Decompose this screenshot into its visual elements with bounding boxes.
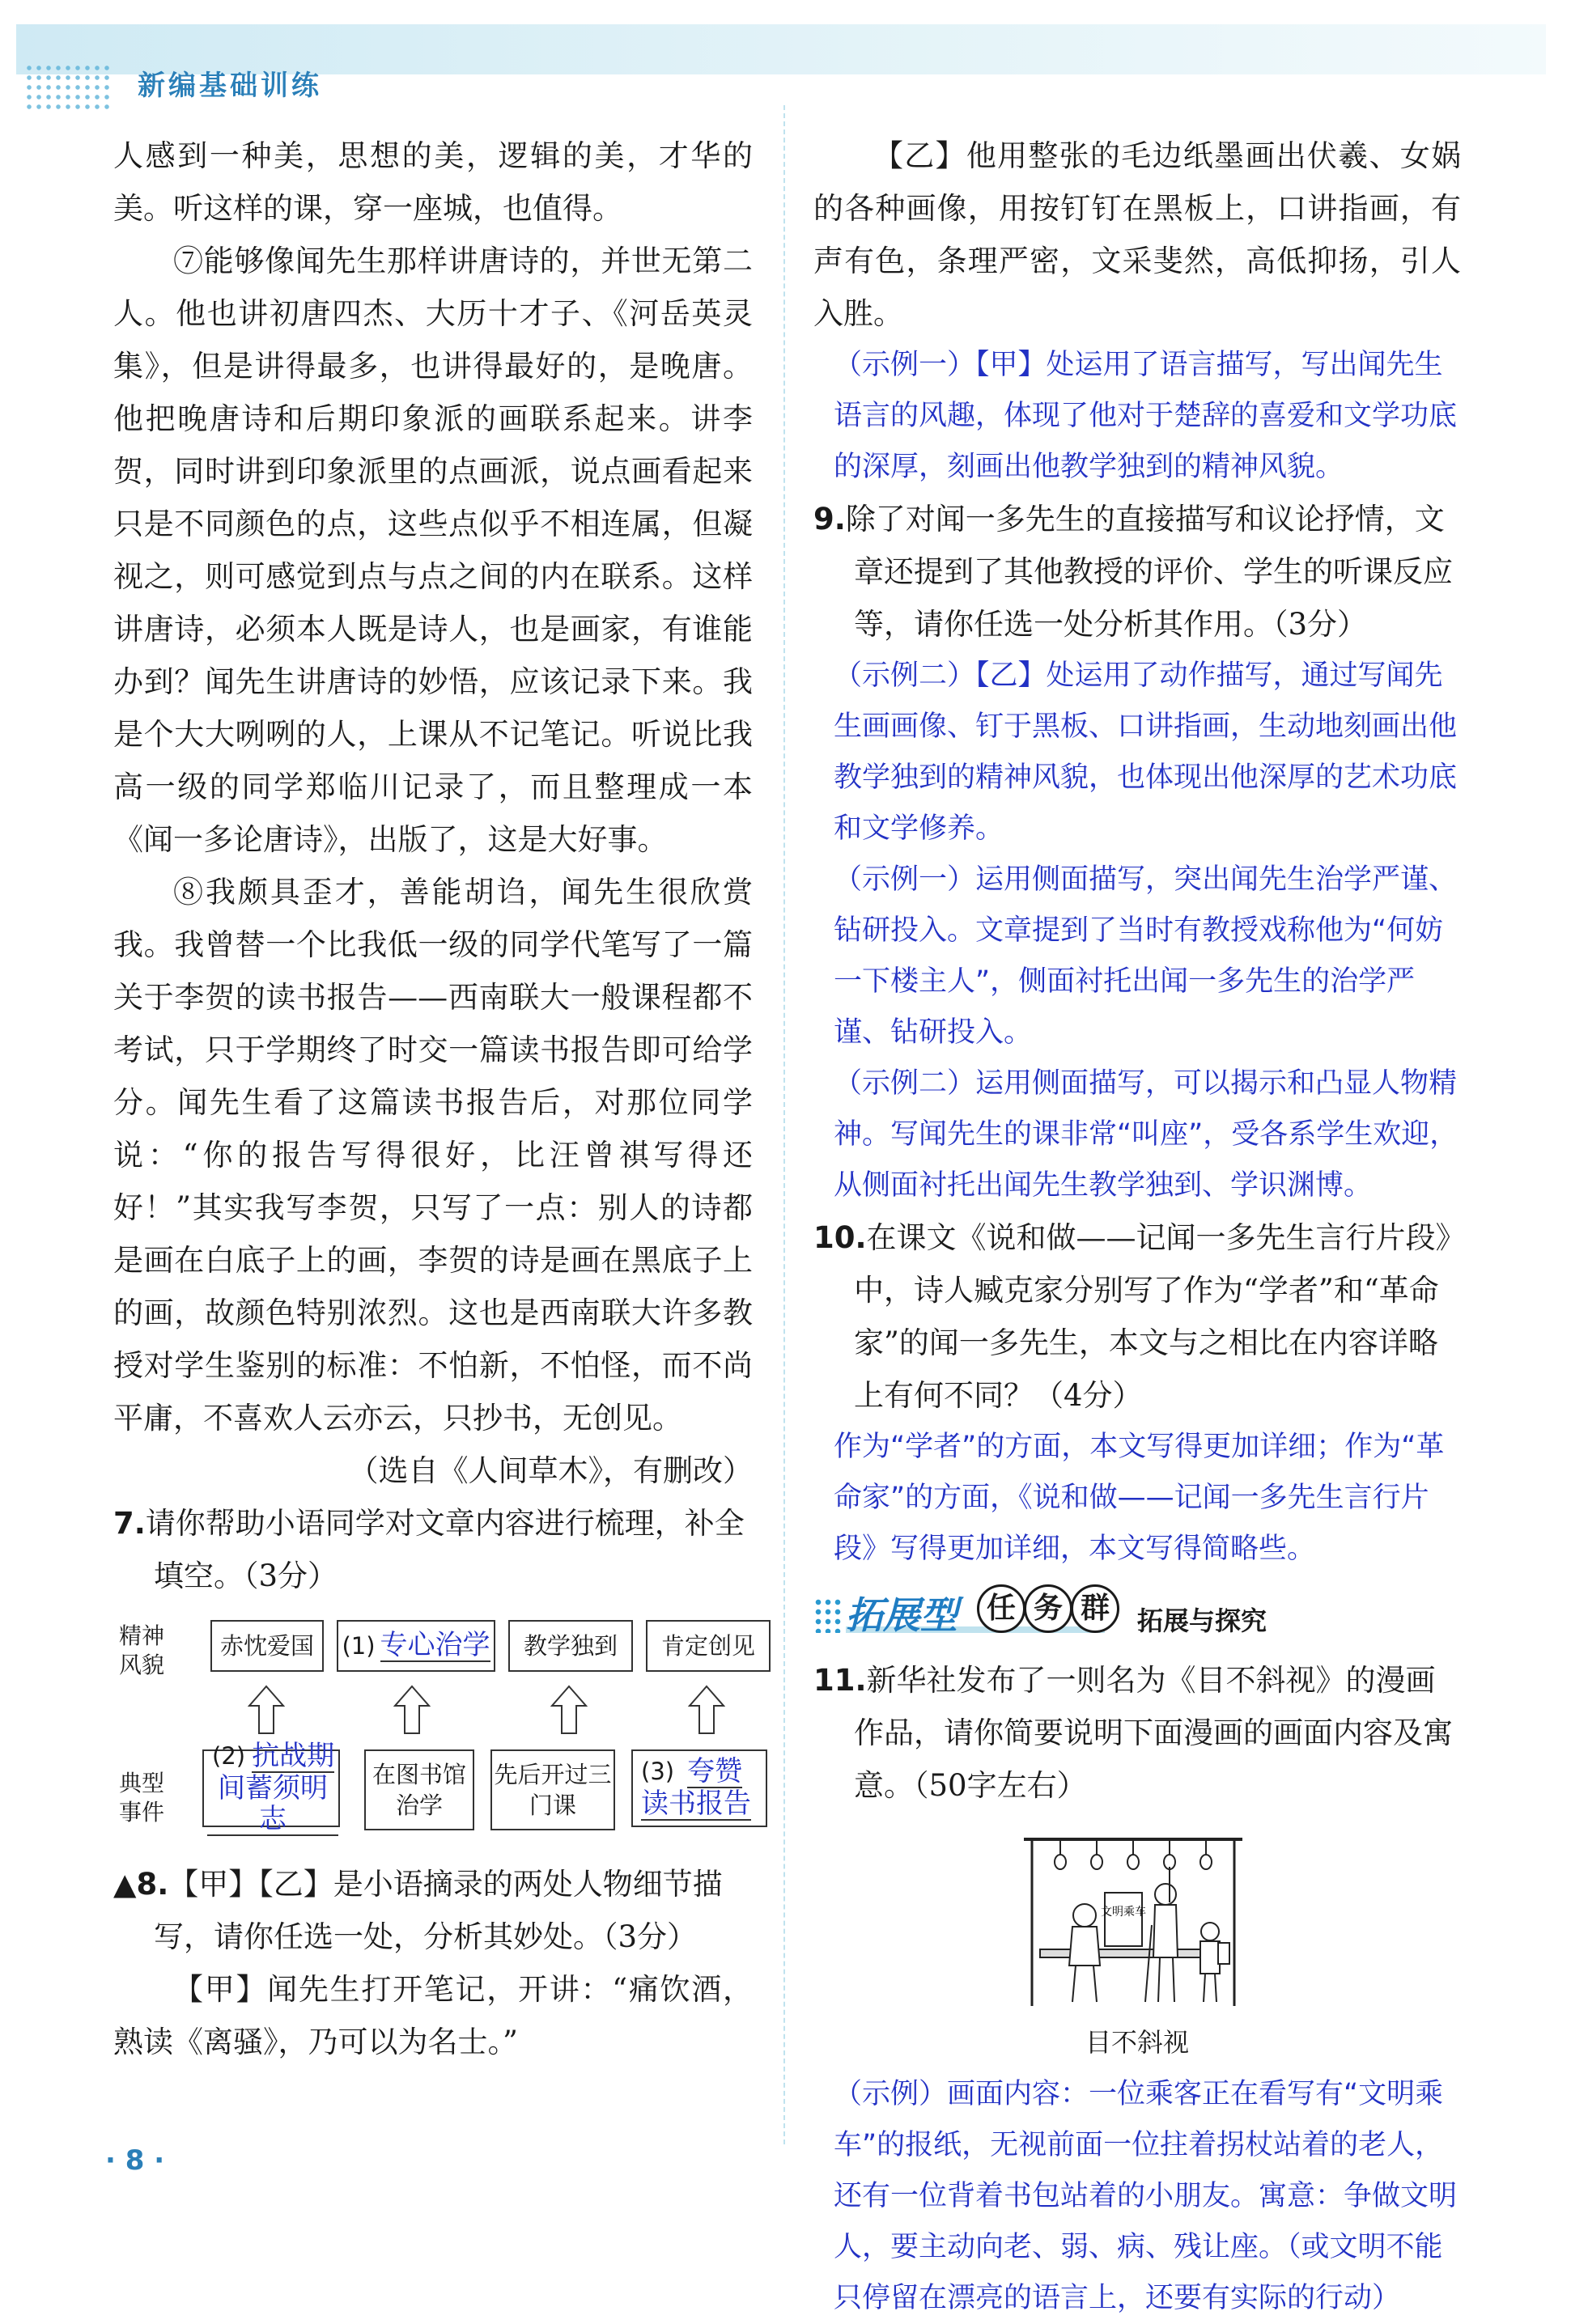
up-arrow-icon: [688, 1685, 725, 1735]
blank-2-number: (2): [212, 1742, 246, 1770]
blank-2-answer-line1: 抗战期: [252, 1740, 335, 1772]
answer-9-example-1: （示例一）运用侧面描写，突出闻先生治学严谨、钻研投入。文章提到了当时有教授戏称他为“何妨一下楼主人”，侧面衬托出闻一多先生的治学严谨、钻研投入。: [834, 863, 1458, 1049]
blank-1-answer: 专心治学: [380, 1629, 490, 1661]
up-arrow-icon: [550, 1685, 588, 1735]
banner-title: 拓展型: [846, 1593, 957, 1637]
right-column: [813, 129, 1461, 2324]
banner-circle-wu: 务: [1024, 1584, 1072, 1633]
question-10-number: 10.: [813, 1220, 867, 1255]
blank-1-number: (1): [342, 1632, 376, 1660]
paragraph-continued: 人感到一种美，思想的美，逻辑的美，才华的美。听这样的课，穿一座城，也值得。: [113, 138, 753, 226]
question-8: [113, 1858, 753, 1963]
spirit-box-teaching: 教学独到: [508, 1620, 633, 1672]
answer-8-example-2: （示例二）【乙】处运用了动作描写，通过写闻先生画画像、钉于黑板、口讲指画，生动地刻画出他教学独到的精神风貌，也体现出他深厚的艺术功底和文学修养。: [834, 659, 1458, 845]
comic-sign-text: 文明乘车: [1101, 1906, 1146, 1919]
row-label-spirit: 精神风貌: [118, 1622, 164, 1678]
event-box-blank-3: [631, 1749, 767, 1827]
event-box-courses: 先后开过三门课: [490, 1749, 615, 1830]
spirit-box-innovation: 肯定创见: [646, 1620, 771, 1672]
question-9: [813, 493, 1461, 651]
question-7-number: 7.: [113, 1506, 146, 1541]
question-7: [113, 1497, 753, 1602]
excerpt-jia: 【甲】闻先生打开笔记，开讲：“痛饮酒，熟读《离骚》，乃可以为名士。”: [113, 1972, 753, 2059]
question-10-text: 在课文《说和做——记闻一多先生言行片段》中，诗人臧克家分别写了作为“学者”和“革命家”的闻一多先生，本文与之相比在内容详略上有何不同？（4分）: [854, 1220, 1451, 1413]
paragraph-8: ⑧我颇具歪才，善能胡诌，闻先生很欣赏我。我曾替一个比我低一级的同学代笔写了一篇关于李贺的读书报告——西南联大一般课程都不考试，只于学期终了时交一篇读书报告即可给学分。闻先生看了这篇读书报告后，对那位同学说：“你的报告写得很好，比汪曾祺写得还好！”其实我写李贺，只写了一点：别人的诗都是画在白底子上的画，李贺的诗是画在黑底子上的画，故颜色特别浓烈。这也是西南联大许多教授对学生鉴别的标准：不怕新，不怕怪，而不尚平庸，不喜欢人云亦云，只抄书，无创见。: [113, 875, 753, 1436]
structure-diagram: [113, 1610, 761, 1853]
comic-caption: 目不斜视: [1085, 2027, 1189, 2058]
excerpt-yi: 【乙】他用整张的毛边纸墨画出伏羲、女娲的各种画像，用按钉钉在黑板上，口讲指画，有声有色，条理严密，文采斐然，高低抑扬，引人入胜。: [813, 138, 1461, 331]
question-11: [813, 1654, 1461, 1812]
page-header: [0, 0, 1571, 102]
source-citation: （选自《人间草木》，有删改）: [348, 1453, 753, 1488]
question-8-number: ▲8.: [113, 1867, 169, 1902]
spirit-box-patriotic: 赤忱爱国: [210, 1620, 324, 1672]
question-9-number: 9.: [813, 502, 846, 536]
banner-circle-qun: 群: [1071, 1584, 1119, 1633]
banner-circle-ren: 任: [977, 1584, 1025, 1633]
comic-drawing: [1016, 1828, 1250, 2022]
question-7-text: 请你帮助小语同学对文章内容进行梳理，补全填空。（3分）: [145, 1506, 745, 1593]
answer-9-example-2: （示例二）运用侧面描写，可以揭示和凸显人物精神。写闻先生的课非常“叫座”，受各系学生欢迎，从侧面衬托出闻先生教学独到、学识渊博。: [834, 1067, 1458, 1202]
comic-illustration: [1016, 1828, 1250, 2022]
blank-3-answer-line2: 读书报告: [641, 1788, 751, 1820]
blank-2-answer-line2: 间蓄须明志: [207, 1773, 338, 1836]
left-column: [113, 129, 753, 2068]
page-number: · 8 ·: [105, 2144, 165, 2177]
question-11-text: 新华社发布了一则名为《目不斜视》的漫画作品，请你简要说明下面漫画的画面内容及寓意。（50字左右）: [854, 1663, 1453, 1803]
up-arrow-icon: [393, 1685, 431, 1735]
column-divider: [783, 105, 785, 2144]
banner-subtitle: 拓展与探究: [1137, 1605, 1267, 1636]
event-box-blank-2: [202, 1740, 340, 1835]
answer-8-example-1: （示例一）【甲】处运用了语言描写，写出闻先生语言的风趣，体现了他对于楚辞的喜爱和文学功底的深厚，刻画出他教学独到的精神风貌。: [834, 349, 1458, 483]
banner-dots-decoration: [813, 1597, 841, 1633]
up-arrow-icon: [248, 1685, 285, 1735]
question-10: [813, 1211, 1461, 1422]
paragraph-7: ⑦能够像闻先生那样讲唐诗的，并世无第二人。他也讲初唐四杰、大历十才子、《河岳英灵集》，但是讲得最多，也讲得最好的，是晚唐。他把晚唐诗和后期印象派的画联系起来。讲李贺，同时讲到印象派里的点画派，说点画看起来只是不同颜色的点，这些点似乎不相连属，但凝视之，则可感觉到点与点之间的内在联系。这样讲唐诗，必须本人既是诗人，也是画家，有谁能办到？闻先生讲唐诗的妙悟，应该记录下来。我是个大大咧咧的人，上课从不记笔记。听说比我高一级的同学郑临川记录了，而且整理成一本《闻一多论唐诗》，出版了，这是大好事。: [113, 244, 753, 857]
header-dots-decoration: [24, 63, 113, 112]
question-11-number: 11.: [813, 1663, 867, 1698]
blank-3-answer-line1: 夸赞: [687, 1755, 743, 1788]
question-8-text: 【甲】【乙】是小语摘录的两处人物细节描写，请你任选一处，分析其妙处。（3分）: [154, 1867, 723, 1954]
spirit-box-blank-1: [337, 1620, 495, 1672]
header-title: 新编基础训练: [138, 70, 322, 102]
blank-3-number: (3): [641, 1758, 675, 1785]
row-label-events: 典型事件: [118, 1770, 164, 1826]
task-group-banner: [813, 1581, 1461, 1651]
question-9-text: 除了对闻一多先生的直接描写和议论抒情，文章还提到了其他教授的评价、学生的听课反应等，请你任选一处分析其作用。（3分）: [845, 502, 1453, 642]
event-box-library: 在图书馆治学: [364, 1749, 474, 1830]
answer-11: （示例）画面内容：一位乘客正在看写有“文明乘车”的报纸，无视前面一位拄着拐杖站着的老人，还有一位背着书包站着的小朋友。寓意：争做文明人，要主动向老、弱、病、残让座。（或文明不能只停留在漂亮的语言上，还要有实际的行动）: [834, 2078, 1458, 2314]
answer-10: 作为“学者”的方面，本文写得更加详细；作为“革命家”的方面，《说和做——记闻一多先生言行片段》写得更加详细，本文写得简略些。: [834, 1431, 1445, 1565]
